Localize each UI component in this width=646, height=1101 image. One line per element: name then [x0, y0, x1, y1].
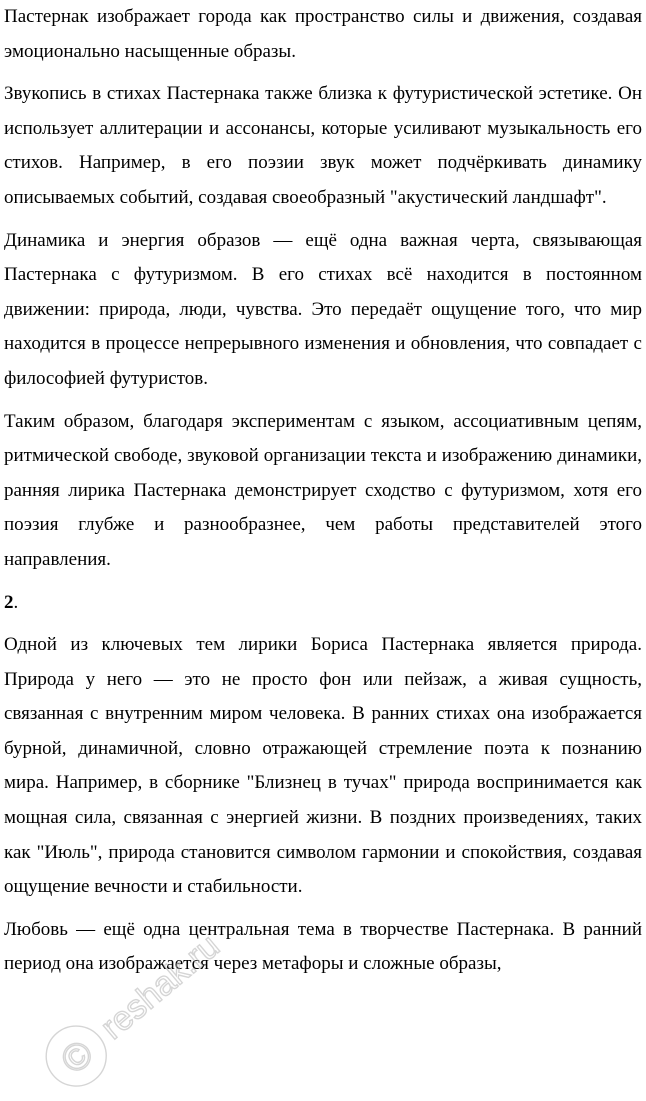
section-number-digit: 2: [4, 591, 14, 613]
watermark-ring: [34, 1014, 119, 1099]
paragraph: Таким образом, благодаря экспериментам с языком, ассоциативным цепям, ритмической свободе, звуковой организации текста и изображению динамики, ранняя лирика Пастернака демонстрирует сходство с футуризмом, хотя его поэзия глубже и разнообразнее, чем работы представителей этого направления.: [4, 410, 642, 570]
paragraph: Любовь — ещё одна центральная тема в творчестве Пастернака. В ранний период она изображается через метафоры и сложные образы,: [4, 918, 642, 975]
paragraph: Звукопись в стихах Пастернака также близка к футуристической эстетике. Он использует аллитерации и ассонансы, которые усиливают музыкальность его стихов. Например, в его поэзии звук может подчёркивать динамику описываемых событий, создавая своеобразный "акустический ландшафт".: [4, 83, 642, 208]
watermark-symbol: ©: [53, 1032, 102, 1083]
section-number-dot: .: [13, 591, 19, 613]
watermark-text: reshak.ru: [93, 926, 227, 1047]
section-number: [4, 586, 642, 621]
document-page: [4, 0, 642, 990]
paragraph: Динамика и энергия образов — ещё одна важная черта, связывающая Пастернака с футуризмом. В его стихах всё находится в постоянном движении: природа, люди, чувства. Это передаёт ощущение того, что мир находится в процессе непрерывного изменения и обновления, что совпадает с философией футуристов.: [4, 229, 642, 389]
paragraph: Одной из ключевых тем лирики Бориса Пастернака является природа. Природа у него — это не просто фон или пейзаж, а живая сущность, связанная с внутренним миром человека. В ранних стихах она изображается бурной, динамичной, словно отражающей стремление поэта к познанию мира. Например, в сборнике "Близнец в тучах" природа воспринимается как мощная сила, связанная с энергией жизни. В поздних произведениях, таких как "Июль", природа становится символом гармонии и спокойствия, создавая ощущение вечности и стабильности.: [4, 634, 642, 898]
paragraph: Пастернак изображает города как пространство силы и движения, создавая эмоционально насыщенные образы.: [4, 6, 642, 62]
